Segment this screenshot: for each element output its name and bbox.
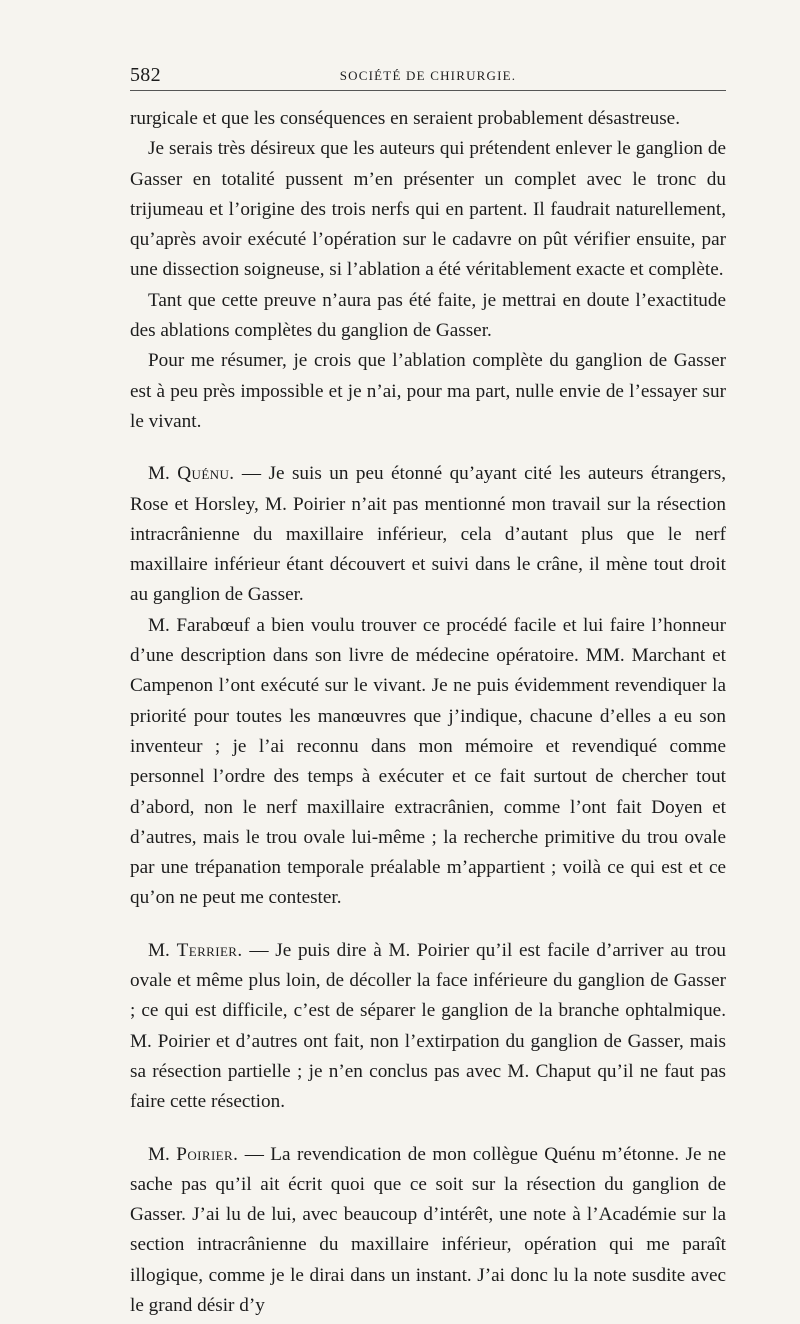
paragraph-text: Pour me résumer, je crois que l’ablation complète du ganglion de Gasser est à peu près impossible et je n’ai, pour ma part, nulle envie de l’essayer sur le vivant. (130, 350, 726, 432)
paragraph-text: — La revendication de mon collègue Quénu m’étonne. Je ne sache pas qu’il ait écrit quoi que ce soit sur la résection du ganglion de Gasser. J’ai lu de lui, avec beaucoup d’intérêt, une note à l’Académie sur la section intracrânienne du maxillaire inférieur, opération qui me paraît illogique, comme je le dirai dans un instant. J’ai donc lu la note susdite avec le grand désir d’y (130, 1143, 727, 1316)
speaker-title: M. (148, 463, 170, 485)
speaker-title: M. (148, 939, 170, 961)
speaker-paragraph-poirier (130, 1140, 726, 1322)
page-number: 582 (130, 64, 161, 86)
paragraph-text: Tant que cette preuve n’aura pas été faite, je mettrai en doute l’exactitude des ablations complètes du ganglion de Gasser. (130, 289, 726, 342)
page-header (130, 56, 726, 91)
speaker-name: Poirier. (176, 1143, 239, 1165)
paragraph (130, 346, 726, 437)
paragraph-text: rurgicale et que les conséquences en seraient probablement désastreuse. (130, 108, 680, 129)
speaker-title: M. (148, 1143, 170, 1165)
speaker-paragraph-quenu (130, 459, 726, 610)
paragraph-text: M. Farabœuf a bien voulu trouver ce procédé facile et lui faire l’honneur d’une description dans son livre de médecine opératoire. MM. Marchant et Campenon l’ont exécuté sur le vivant. Je ne puis évidemment revendiquer la priorité pour toutes les manœuvres que j’indique, chacune d’elles a eu son inventeur ; je l’ai reconnu dans mon mémoire et revendiqué comme personnel l’ordre des temps à exécuter et ce fait surtout de chercher tout d’abord, non le nerf maxillaire extracrânien, comme l’ont fait Doyen et d’autres, mais le trou ovale lui-même ; la recherche primitive du trou ovale par une trépanation temporale préalable m’appartient ; voilà ce qui est et ce qu’on ne peut me contester. (130, 614, 726, 909)
paragraph-continuation (130, 104, 726, 134)
paragraph-text: — Je puis dire à M. Poirier qu’il est facile d’arriver au trou ovale et même plus loin, de décoller la face inférieure du ganglion de Gasser ; ce qui est difficile, c’est de séparer le ganglion de la branche ophtalmique. M. Poirier et d’autres ont fait, non l’extirpation du ganglion de Gasser, mais sa résection partielle ; je n’en conclus pas avec M. Chaput qu’il ne faut pas faire cette résection. (130, 939, 727, 1113)
paragraph (130, 611, 726, 914)
speaker-name: Terrier. (176, 939, 243, 961)
speaker-paragraph-terrier (130, 936, 726, 1118)
paragraph (130, 134, 726, 285)
running-head: SOCIÉTÉ DE CHIRURGIE. (339, 68, 517, 83)
speaker-name: Quénu. (177, 463, 235, 485)
document-page (130, 56, 726, 1321)
paragraph-text: — Je suis un peu étonné qu’ayant cité les auteurs étrangers, Rose et Horsley, M. Poirier n’ait pas mentionné mon travail sur la résection intracrânienne du maxillaire inférieur, cela d’autant plus que le nerf maxillaire inférieur étant découvert et suivi dans le crâne, il mène tout droit au ganglion de Gasser. (130, 463, 726, 606)
document-body (130, 104, 726, 1321)
paragraph (130, 286, 726, 347)
paragraph-text: Je serais très désireux que les auteurs qui prétendent enlever le ganglion de Gasser en totalité pussent m’en présenter un complet avec le tronc du trijumeau et l’origine des trois nerfs qui en partent. Il faudrait naturellement, qu’après avoir exécuté l’opération sur le cadavre on pût vérifier ensuite, par une dissection soigneuse, si l’ablation a été véritablement exacte et complète. (130, 138, 726, 281)
